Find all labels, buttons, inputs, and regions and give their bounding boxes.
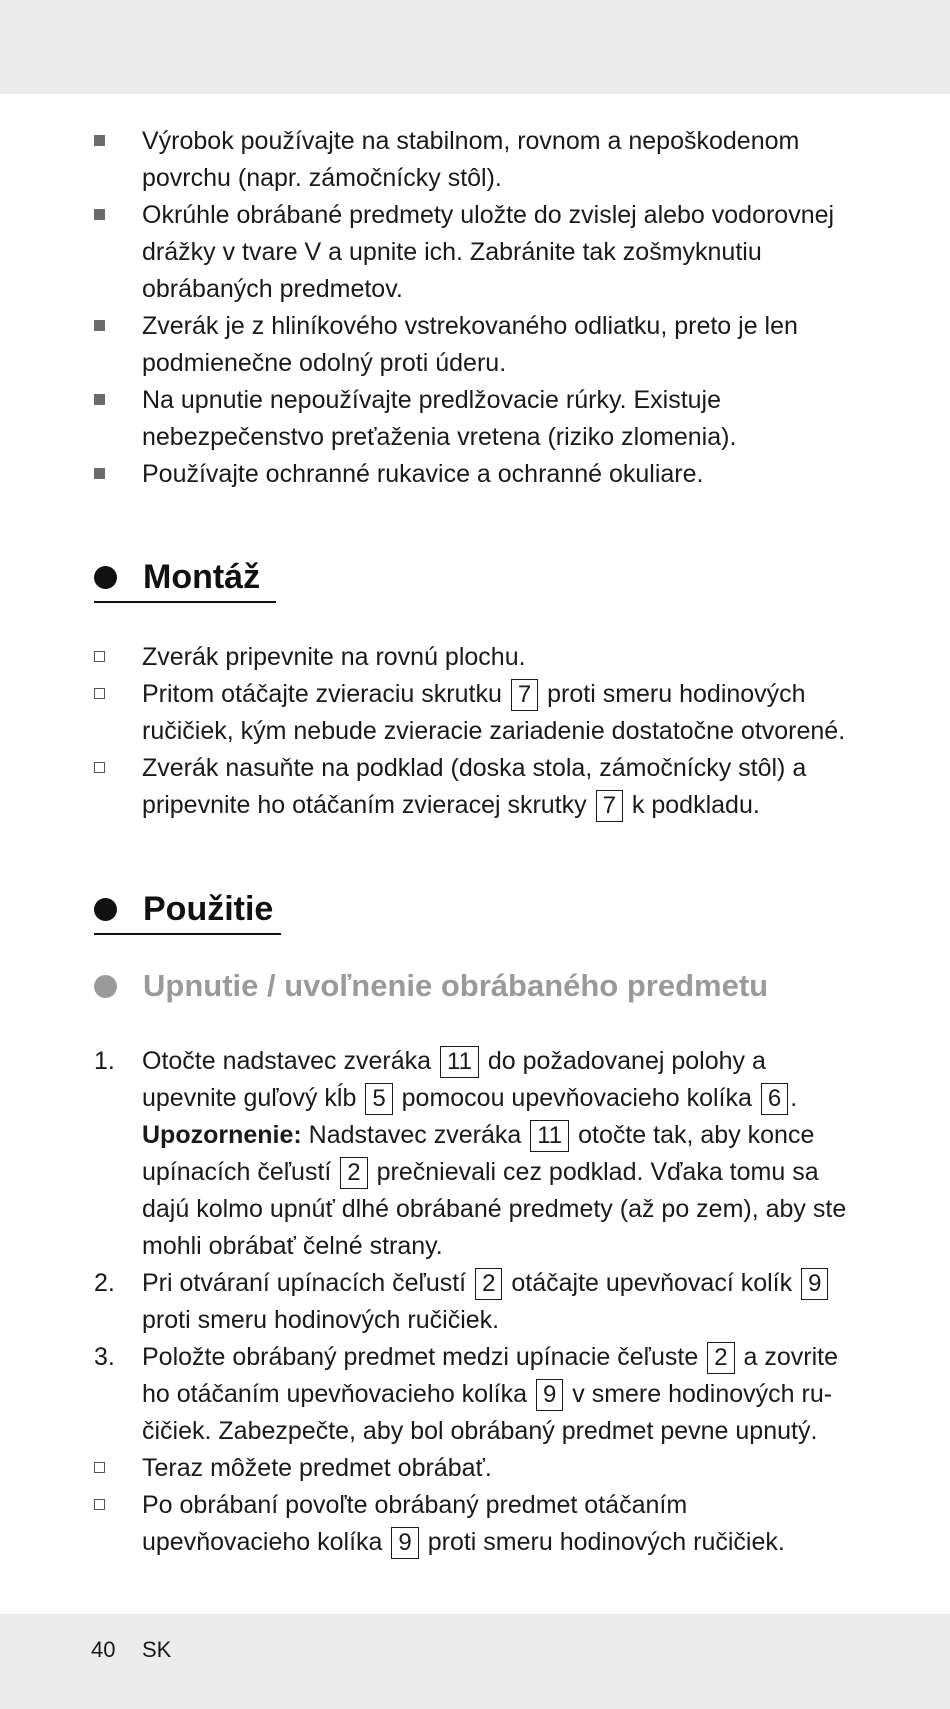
heading-underline: [94, 933, 281, 935]
page-number: 40: [91, 1637, 116, 1662]
list-item: Okrúhle obrábané predmety uložte do zvislej alebo vodorovnej drážky v tvare V a upnite ich. Zabránite tak zošmyknutiu obrábaných predmetov.: [0, 197, 862, 308]
subheading-title: Upnutie / uvoľnenie obrábaného predmetu: [143, 968, 769, 1003]
bullet-square-icon: [94, 197, 134, 234]
step-box-icon: [94, 750, 134, 787]
heading-dot-icon: [94, 898, 117, 921]
step-box-icon: [94, 1450, 134, 1487]
heading-underline: [94, 601, 276, 603]
bullet-square-icon: [94, 456, 134, 493]
pouzitie-steps: [0, 1043, 950, 1561]
list-item: Zverák je z hliníkového vstrekovaného odliatku, preto je len podmienečne odolný proti úderu.: [0, 308, 862, 382]
part-ref: 9: [391, 1527, 418, 1559]
list-item: 2. Pri otváraní upínacích čeľustí 2 otáčajte upevňovací kolík 9 proti smeru hodinových ručičiek.: [0, 1265, 862, 1339]
section-heading-montaz: [94, 558, 260, 597]
list-item: Zverák pripevnite na rovnú plochu.: [0, 639, 862, 676]
part-ref: 9: [801, 1268, 828, 1300]
step-number: 2.: [94, 1269, 115, 1297]
top-band: [0, 0, 950, 94]
bullet-square-icon: [94, 308, 134, 345]
part-ref: 11: [530, 1120, 569, 1152]
list-item: Zverák nasuňte na podklad (doska stola, zámočnícky stôl) a pripevnite ho otáčaním zvieracej skrutky 7 k podkladu.: [0, 750, 862, 824]
list-item: Používajte ochranné rukavice a ochranné okuliare.: [0, 456, 862, 493]
step-box-icon: [94, 1487, 134, 1524]
step-box-icon: [94, 676, 134, 713]
list-item: Na upnutie nepoužívajte predlžovacie rúrky. Existuje nebezpečenstvo preťaženia vretena (riziko zlomenia).: [0, 382, 862, 456]
list-item: Výrobok používajte na stabilnom, rovnom a nepoškodenom povrchu (napr. zámočnícky stôl).: [0, 123, 862, 197]
safety-list: [0, 123, 950, 493]
language-code: SK: [142, 1637, 172, 1662]
part-ref: 9: [536, 1379, 563, 1411]
part-ref: 11: [440, 1046, 479, 1078]
step-box-icon: [94, 639, 134, 676]
montaz-steps: [0, 639, 950, 824]
subsection-heading: [94, 968, 768, 1004]
list-item: Po obrábaní povoľte obrábaný predmet otáčaním upevňovacieho kolíka 9 proti smeru hodinových ručičiek.: [0, 1487, 862, 1561]
section-heading-pouzitie: [94, 890, 273, 929]
part-ref: 2: [707, 1342, 734, 1374]
bullet-square-icon: [94, 123, 134, 160]
heading-title: Montáž: [143, 558, 261, 596]
part-ref: 5: [365, 1083, 392, 1115]
part-ref: 2: [475, 1268, 502, 1300]
part-ref: 7: [596, 790, 623, 822]
list-item: Teraz môžete predmet obrábať.: [0, 1450, 862, 1487]
heading-title: Použitie: [143, 890, 274, 928]
note-label: Upozornenie:: [142, 1121, 302, 1149]
part-ref: 2: [340, 1157, 367, 1189]
bullet-square-icon: [94, 382, 134, 419]
heading-dot-icon: [94, 566, 117, 589]
part-ref: 7: [511, 679, 538, 711]
list-item: Pritom otáčajte zvieraciu skrutku 7 proti smeru hodinových ručičiek, kým nebude zvieracie zariadenie dostatočne otvorené.: [0, 676, 862, 750]
step-number: 3.: [94, 1343, 115, 1371]
part-ref: 6: [761, 1083, 788, 1115]
list-item: 1. Otočte nadstavec zveráka 11 do požadovanej polohy a upevnite guľový kĺb 5 pomocou upevňovacieho kolíka 6 . Upozornenie: Nadstavec zveráka 11 otočte tak, aby konce upínacích čeľustí 2 prečnievali cez podklad. Vďaka tomu sa dajú kolmo upnúť dlhé obrábané predmety (až po zem), aby ste mohli obrábať čelné strany.: [0, 1043, 862, 1265]
step-number: 1.: [94, 1047, 115, 1075]
list-item: 3. Položte obrábaný predmet medzi upínacie čeľuste 2 a zovrite ho otáčaním upevňovacieho kolíka 9 v smere hodinových ru- čičiek. Zabezpečte, aby bol obrábaný predmet pevne upnutý.: [0, 1339, 862, 1450]
heading-dot-icon: [94, 975, 117, 998]
